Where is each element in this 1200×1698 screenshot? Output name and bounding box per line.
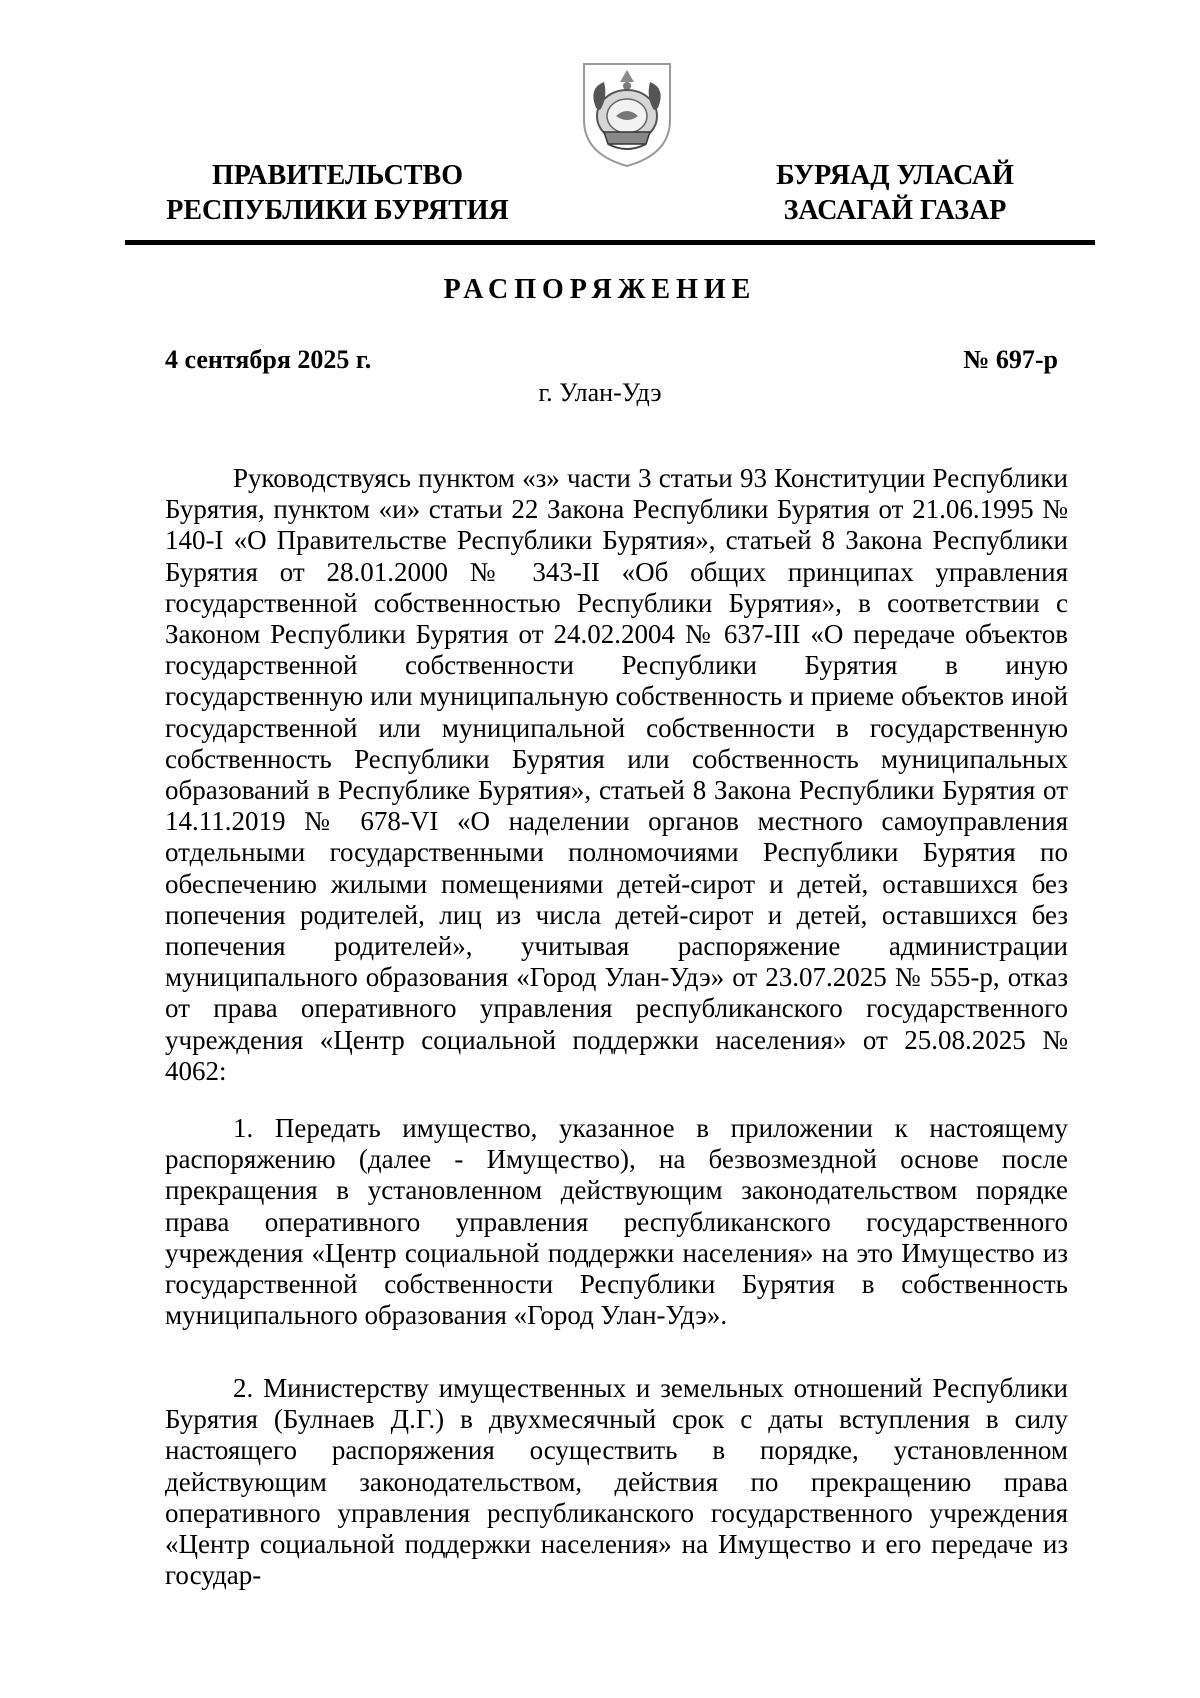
- header-divider: [125, 240, 1095, 245]
- preamble-paragraph: Руководствуясь пунктом «з» части 3 статьи 93 Конституции Республики Бурятия, пунктом «и» статьи 22 Закона Республики Бурятия от 21.06.1995 № 140-I «О Правительстве Республики Бурятия», статьей 8 Закона Республики Бурятия от 28.01.2000 № 343-II «Об общих принципах управления государственной собственностью Республики Бурятия», в соответствии с Законом Республики Бурятия от 24.02.2004 № 637-III «О передаче объектов государственной собственности Республики Бурятия в иную государственную или муниципальную собственность и приеме объектов иной государственной или муниципальной собственности в государственную собственность Республики Бурятия или собственность муниципальных образований в Республике Бурятия», статьей 8 Закона Республики Бурятия от 14.11.2019 № 678-VI «О наделении органов местного самоуправления отдельными государственными полномочиями Республики Бурятия по обеспечению жилыми помещениями детей-сирот и детей, оставшихся без попечения родителей, лиц из числа детей-сирот и детей, оставшихся без попечения родителей», учитывая распоряжение администрации муниципального образования «Город Улан-Удэ» от 23.07.2025 № 555-р, отказ от права оперативного управления республиканского государственного учреждения «Центр социальной поддержки населения» от 25.08.2025 № 4062:: [165, 463, 1068, 1086]
- org-left-line1: ПРАВИТЕЛЬСТВО: [212, 160, 463, 191]
- document-type-title: РАСПОРЯЖЕНИЕ: [443, 274, 757, 305]
- clause-2-paragraph: 2. Министерству имущественных и земельных отношений Республики Бурятия (Булнаев Д.Г.) в двухмесячный срок с даты вступления в силу настоящего распоряжения осуществить в порядке, установленном действующим законодательством, действия по прекращению права оперативного управления республиканского государственного учреждения «Центр социальной поддержки населения» на Имущество и его передаче из государ-: [165, 1373, 1068, 1591]
- coat-of-arms-icon: [578, 58, 676, 170]
- org-right-line1: БУРЯАД УЛАСАЙ: [776, 160, 1014, 191]
- document-number: № 697-р: [963, 345, 1058, 374]
- org-left-line2: РЕСПУБЛИКИ БУРЯТИЯ: [166, 195, 509, 226]
- document-date: 4 сентября 2025 г.: [165, 345, 372, 374]
- document-city: г. Улан-Удэ: [538, 378, 662, 407]
- organization-name-buryat: [740, 158, 1050, 228]
- clause-1-paragraph: 1. Передать имущество, указанное в приложении к настоящему распоряжению (далее - Имущество), на безвозмездной основе после прекращения в установленном действующим законодательством порядке права оперативного управления республиканского государственного учреждения «Центр социальной поддержки населения» на это Имущество из государственной собственности Республики Бурятия в собственность муниципального образования «Город Улан-Удэ».: [165, 1113, 1068, 1331]
- organization-name-russian: [155, 158, 520, 228]
- org-right-line2: ЗАСАГАЙ ГАЗАР: [783, 195, 1007, 226]
